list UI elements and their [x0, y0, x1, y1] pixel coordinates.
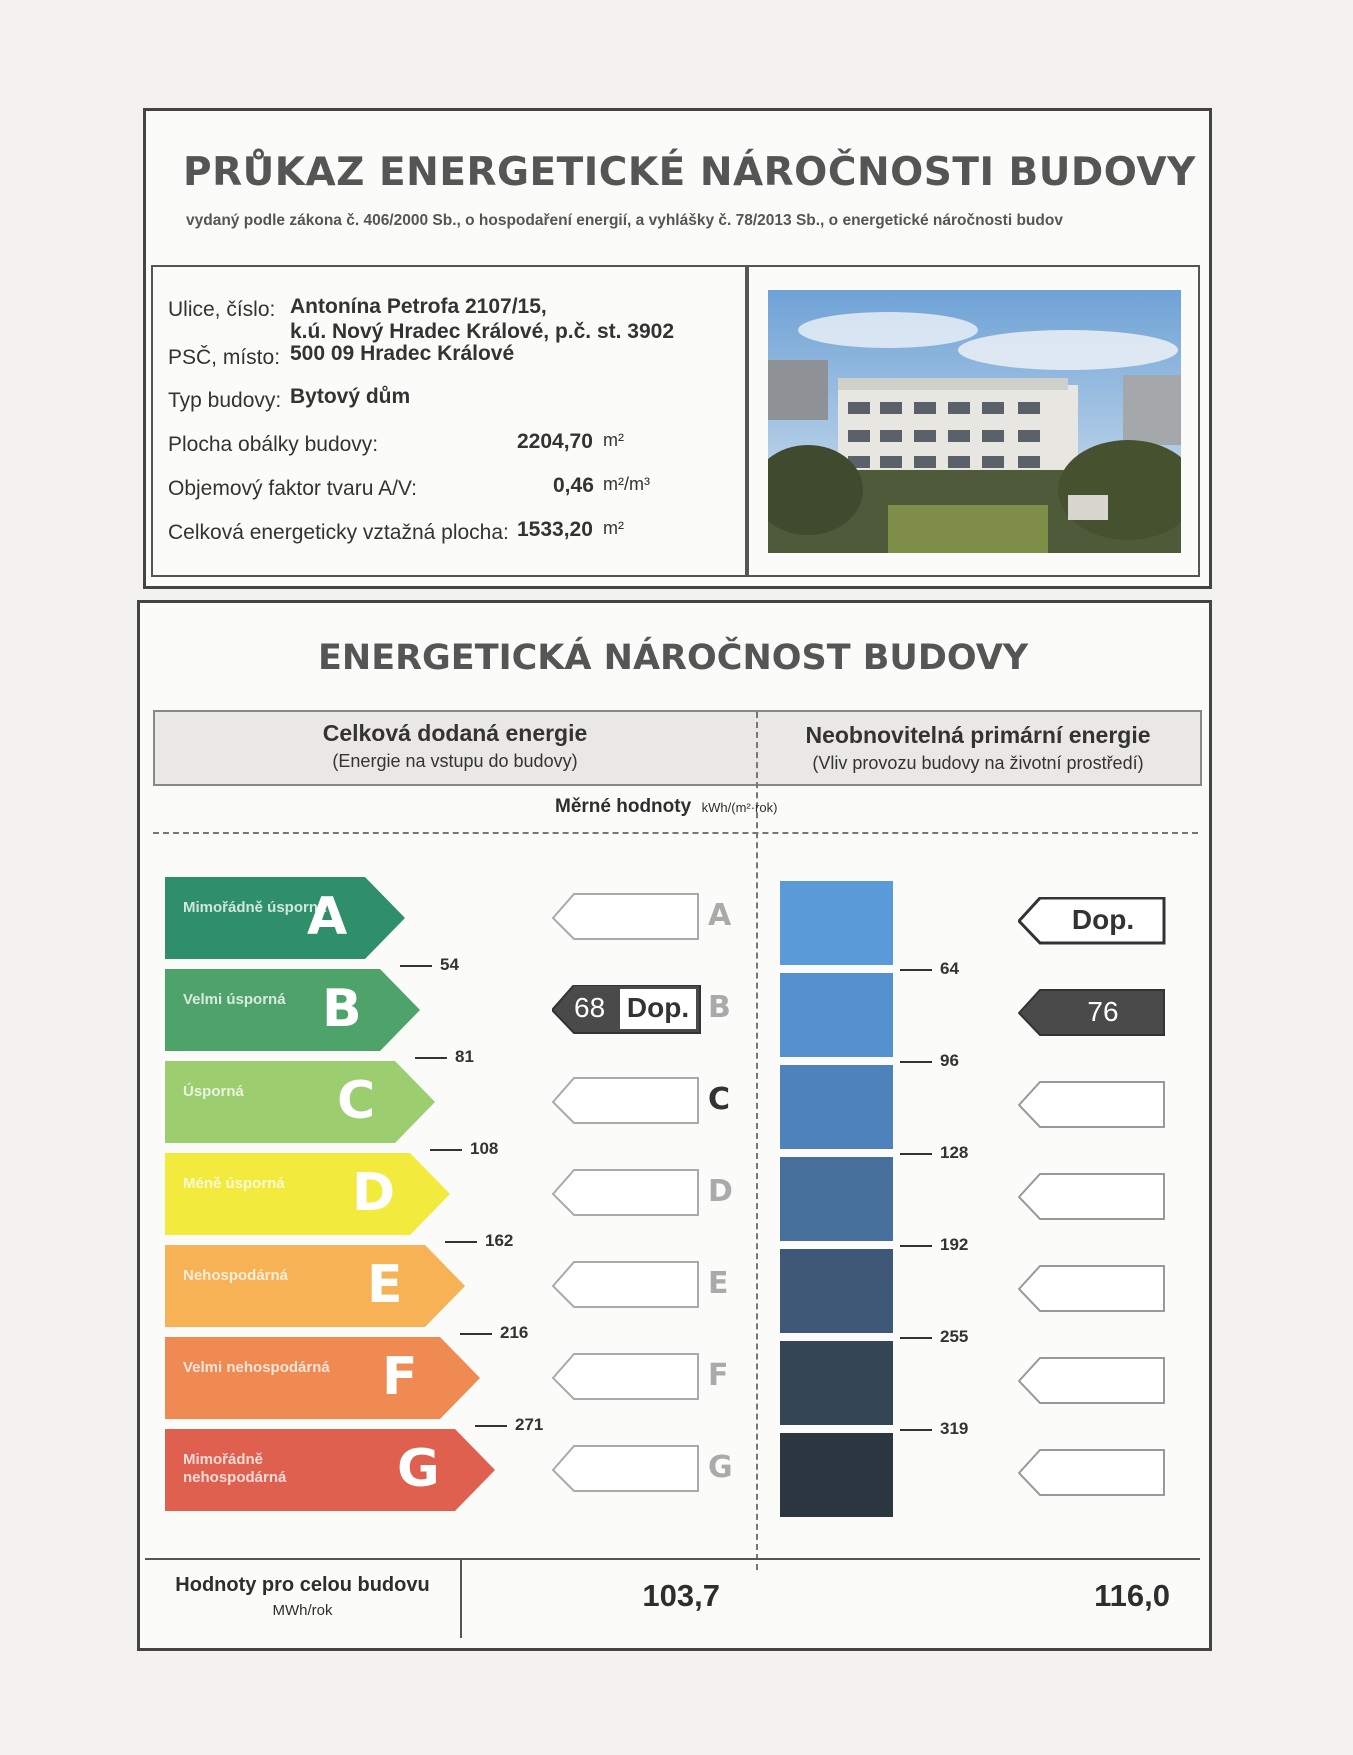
energy-class-description: Úsporná [183, 1083, 244, 1100]
delivered-energy-reference: Dop. [626, 992, 690, 1023]
reference-area-label: Celková energeticky vztažná plocha: [168, 521, 509, 544]
specific-values-row [555, 796, 777, 818]
empty-indicator-box [1018, 1173, 1168, 1223]
energy-class-b [165, 969, 420, 1051]
total-primary-energy: 116,0 [1094, 1578, 1170, 1613]
specific-values-label: Měrné hodnoty [555, 796, 692, 817]
primary-energy-band [780, 1249, 893, 1333]
reference-area-value: 1533,20 [517, 518, 593, 541]
right-threshold: 192 [900, 1235, 968, 1255]
street-value: Antonína Petrofa 2107/15, [290, 295, 547, 318]
left-threshold: 162 [445, 1231, 513, 1251]
energy-class-arrow [165, 1245, 465, 1327]
empty-indicator-shape [1019, 1082, 1164, 1127]
total-delivered-energy: 103,7 [642, 1578, 720, 1613]
shape-factor-unit: m²/m³ [603, 474, 650, 494]
building-type-label: Typ budovy: [168, 389, 282, 412]
envelope-area-label: Plocha obálky budovy: [168, 433, 379, 456]
rating-title: ENERGETICKÁ NÁROČNOST BUDOVY [318, 638, 1029, 678]
empty-indicator-box [1018, 1081, 1168, 1131]
class-letter-c: C [708, 1082, 731, 1117]
energy-class-arrow [165, 969, 420, 1051]
right-threshold: 319 [900, 1419, 968, 1439]
empty-indicator-shape [1019, 1358, 1164, 1403]
totals-unit: MWh/rok [272, 1602, 333, 1619]
primary-energy-band [780, 1433, 893, 1517]
building-type-value: Bytový dům [290, 385, 411, 408]
right-threshold: 128 [900, 1143, 968, 1163]
empty-indicator-box [1018, 1357, 1168, 1407]
empty-indicator-box [552, 1077, 702, 1127]
totals-label-cell [145, 1558, 462, 1638]
empty-indicator-box [552, 1169, 702, 1219]
energy-class-description: Velmi úsporná [183, 991, 286, 1008]
left-header-title: Celková dodaná energie [322, 720, 588, 746]
energy-class-description: Nehospodárná [183, 1267, 289, 1284]
energy-class-arrow [165, 1061, 435, 1143]
empty-indicator-shape [553, 1170, 698, 1215]
empty-indicator-shape [1019, 1450, 1164, 1495]
empty-indicator-shape [553, 1078, 698, 1123]
energy-class-f [165, 1337, 480, 1419]
energy-class-a [165, 877, 405, 959]
left-threshold: 271 [475, 1415, 543, 1435]
primary-energy-band [780, 1341, 893, 1425]
empty-indicator-box [552, 1445, 702, 1495]
empty-indicator-shape [553, 1446, 698, 1491]
energy-class-arrow-shape [165, 1245, 465, 1327]
building-photo [768, 290, 1181, 553]
energy-class-arrow [165, 1153, 450, 1235]
energy-class-arrow-shape [165, 969, 420, 1051]
primary-energy-reference: Dop. [1071, 904, 1135, 935]
cadastre-value: k.ú. Nový Hradec Králové, p.č. st. 3902 [290, 320, 675, 343]
class-letter-e: E [708, 1266, 729, 1301]
reference-area-unit: m² [603, 518, 624, 538]
certificate-subtitle: vydaný podle zákona č. 406/2000 Sb., o hospodaření energií, a vyhlášky č. 78/2013 Sb., o energetické náročnosti budov [186, 212, 1063, 229]
left-column-header [155, 720, 755, 772]
right-column-header [758, 722, 1198, 774]
energy-class-letter: A [307, 887, 348, 947]
energy-class-g [165, 1429, 495, 1511]
primary-energy-band [780, 973, 893, 1057]
energy-class-arrow-shape [165, 1153, 450, 1235]
energy-class-arrow-shape [165, 1061, 435, 1143]
energy-class-c [165, 1061, 435, 1143]
envelope-area-value: 2204,70 [517, 430, 593, 453]
zip-label: PSČ, místo: [168, 346, 281, 369]
empty-indicator-shape [1019, 1174, 1164, 1219]
right-threshold: 255 [900, 1327, 968, 1347]
energy-class-letter: G [397, 1439, 440, 1499]
class-letter-b: B [708, 990, 731, 1025]
left-threshold: 108 [430, 1139, 498, 1159]
specific-values-unit: kWh/(m²·rok) [701, 800, 778, 815]
delivered-energy-value: 68 [574, 992, 606, 1023]
primary-energy-band [780, 1065, 893, 1149]
left-header-subtitle: (Energie na vstupu do budovy) [332, 751, 578, 771]
right-threshold: 64 [900, 959, 959, 979]
energy-class-letter: B [322, 979, 362, 1039]
shape-factor-value: 0,46 [553, 474, 594, 497]
class-letter-g: G [708, 1450, 733, 1485]
right-header-title: Neobnovitelná primární energie [805, 722, 1151, 748]
energy-class-description: Méně úsporná [183, 1175, 285, 1192]
certificate-title: PRŮKAZ ENERGETICKÉ NÁROČNOSTI BUDOVY [183, 150, 1196, 195]
empty-indicator-box [1018, 1265, 1168, 1315]
zip-value: 500 09 Hradec Králové [290, 342, 515, 365]
energy-class-description: Velmi nehospodárná [183, 1359, 330, 1376]
class-letter-a: A [708, 898, 732, 933]
envelope-area-unit: m² [603, 430, 624, 450]
energy-class-description: Mimořádně úsporná [183, 899, 327, 916]
class-letter-d: D [708, 1174, 733, 1209]
right-header-subtitle: (Vliv provozu budovy na životní prostředí) [812, 753, 1144, 773]
energy-class-letter: E [367, 1255, 403, 1315]
energy-class-description: Mimořádně nehospodárná [183, 1451, 287, 1486]
energy-class-arrow-shape [165, 877, 405, 959]
shape-factor-label: Objemový faktor tvaru A/V: [168, 477, 417, 500]
primary-energy-band [780, 1157, 893, 1241]
left-threshold: 54 [400, 955, 459, 975]
energy-class-e [165, 1245, 465, 1327]
energy-class-letter: C [337, 1071, 376, 1131]
energy-class-arrow [165, 877, 405, 959]
energy-class-letter: F [382, 1347, 418, 1407]
street-label: Ulice, číslo: [168, 298, 276, 321]
class-letter-f: F [708, 1358, 729, 1393]
empty-indicator-box [552, 1353, 702, 1403]
empty-indicator-shape [553, 1262, 698, 1307]
empty-indicator-box [552, 1261, 702, 1311]
empty-indicator-shape [553, 894, 698, 939]
energy-class-arrow [165, 1337, 480, 1419]
primary-energy-band [780, 881, 893, 965]
energy-class-arrow-shape [165, 1337, 480, 1419]
primary-energy-value: 76 [1087, 996, 1119, 1027]
empty-indicator-shape [1019, 1266, 1164, 1311]
right-threshold: 96 [900, 1051, 959, 1071]
empty-indicator-shape [553, 1354, 698, 1399]
energy-class-d [165, 1153, 450, 1235]
empty-indicator-box [1018, 1449, 1168, 1499]
left-threshold: 81 [415, 1047, 474, 1067]
energy-class-letter: D [352, 1163, 396, 1223]
totals-label: Hodnoty pro celou budovu [175, 1574, 430, 1596]
specific-values-divider [153, 832, 1198, 834]
left-threshold: 216 [460, 1323, 528, 1343]
empty-indicator-box [552, 893, 702, 943]
column-divider [756, 712, 758, 1570]
